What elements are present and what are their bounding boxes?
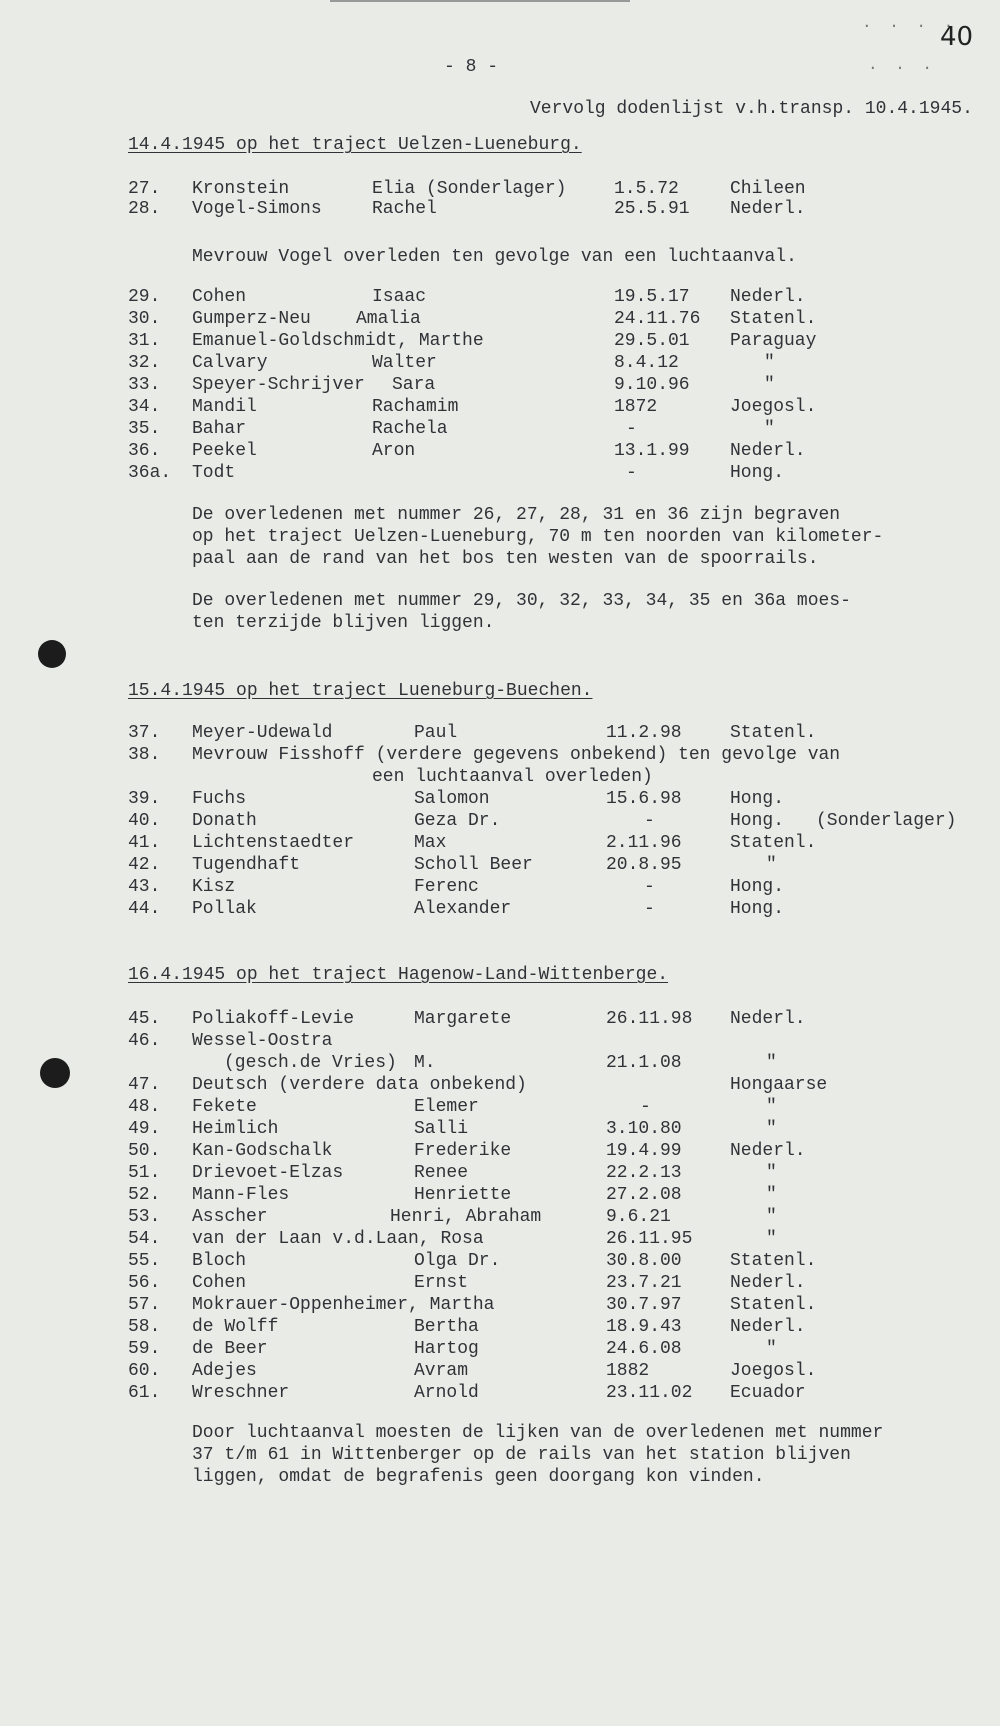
margin-dots: . . . . (862, 14, 958, 32)
left-behind-note: De overledenen met nummer 29, 30, 32, 33, 34, 35 en 36a moes- ten terzijde blijven liggen. (192, 591, 851, 633)
nationality: Nederl. (730, 1009, 806, 1029)
nationality: " (766, 1097, 777, 1117)
margin-dots-2: . . . (868, 56, 937, 74)
surname: Adejes (192, 1361, 257, 1381)
birth-date: 23.11.02 (606, 1383, 693, 1403)
birth-date: 9.10.96 (614, 375, 690, 395)
nationality: Hongaarse (730, 1075, 828, 1095)
first-name: Amalia (356, 309, 421, 329)
nationality: Chileen (730, 179, 806, 199)
birth-date: - (626, 463, 637, 483)
first-name: Ferenc (414, 877, 479, 897)
entry-number: 45. (128, 1009, 161, 1029)
birth-date: 25.5.91 (614, 199, 690, 219)
birth-date: 30.8.00 (606, 1251, 682, 1271)
first-name: Rachel (372, 199, 437, 219)
surname: Mann-Fles (192, 1185, 290, 1205)
surname: Peekel (192, 441, 257, 461)
birth-date: - (626, 419, 637, 439)
entry-number: 39. (128, 789, 161, 809)
first-name: Elia (Sonderlager) (372, 179, 567, 199)
nationality: " (764, 419, 775, 439)
birth-date: 11.2.98 (606, 723, 682, 743)
entry-number: 49. (128, 1119, 161, 1139)
surname: Gumperz-Neu (192, 309, 311, 329)
first-name: M. (414, 1053, 436, 1073)
birth-date: 29.5.01 (614, 331, 690, 351)
first-name: Sara (392, 375, 436, 395)
first-name: Scholl Beer (414, 855, 533, 875)
entry-number: 41. (128, 833, 161, 853)
birth-date: 27.2.08 (606, 1185, 682, 1205)
nationality: " (766, 1229, 777, 1249)
surname: Cohen (192, 1273, 247, 1293)
surname: Todt (192, 463, 236, 483)
entry-number: 36a. (128, 463, 172, 483)
surname: Bloch (192, 1251, 247, 1271)
entry-number: 27. (128, 179, 161, 199)
nationality: Ecuador (730, 1383, 806, 1403)
nationality: Statenl. (730, 833, 817, 853)
surname: Kan-Godschalk (192, 1141, 333, 1161)
surname: van der Laan v.d.Laan, Rosa (192, 1229, 484, 1249)
first-name: Margarete (414, 1009, 512, 1029)
first-name: Olga Dr. (414, 1251, 501, 1271)
birth-date: 2.11.96 (606, 833, 682, 853)
entry-number: 55. (128, 1251, 161, 1271)
birth-date: 8.4.12 (614, 353, 679, 373)
surname: Heimlich (192, 1119, 279, 1139)
surname-note: (gesch.de Vries) (224, 1053, 397, 1073)
entry-number: 30. (128, 309, 161, 329)
entry-number: 54. (128, 1229, 161, 1249)
nationality: Joegosl. (730, 1361, 817, 1381)
entry-text: Mevrouw Fisshoff (verdere gegevens onbekend) ten gevolge van (192, 745, 841, 765)
birth-date: 19.5.17 (614, 287, 690, 307)
surname: Deutsch (verdere data onbekend) (192, 1075, 527, 1095)
first-name: Salli (414, 1119, 469, 1139)
first-name: Salomon (414, 789, 490, 809)
first-name: Isaac (372, 287, 427, 307)
birth-date: - (644, 877, 655, 897)
entry-number: 32. (128, 353, 161, 373)
first-name: Arnold (414, 1383, 479, 1403)
first-name: Geza Dr. (414, 811, 501, 831)
punch-hole-top (38, 640, 66, 668)
entry-number: 48. (128, 1097, 161, 1117)
birth-date: 26.11.98 (606, 1009, 693, 1029)
entry-text-continued: een luchtaanval overleden) (372, 767, 653, 787)
surname: Donath (192, 811, 257, 831)
birth-date: 23.7.21 (606, 1273, 682, 1293)
first-name: Walter (372, 353, 437, 373)
birth-date: 15.6.98 (606, 789, 682, 809)
first-name: Henri, Abraham (390, 1207, 542, 1227)
surname: Fuchs (192, 789, 247, 809)
nationality: Statenl. (730, 723, 817, 743)
entry-number: 28. (128, 199, 161, 219)
birth-date: 13.1.99 (614, 441, 690, 461)
nationality: Statenl. (730, 1251, 817, 1271)
nationality: Nederl. (730, 441, 806, 461)
first-name: Max (414, 833, 447, 853)
section-title: 15.4.1945 op het traject Lueneburg-Buechen. (128, 681, 593, 701)
surname: de Beer (192, 1339, 268, 1359)
birth-date: 22.2.13 (606, 1163, 682, 1183)
entry-number: 31. (128, 331, 161, 351)
note-text: Mevrouw Vogel overleden ten gevolge van een luchtaanval. (192, 247, 797, 267)
birth-date: - (644, 811, 655, 831)
first-name: Rachela (372, 419, 448, 439)
birth-date: 26.11.95 (606, 1229, 693, 1249)
first-name: Alexander (414, 899, 512, 919)
nationality: " (766, 855, 777, 875)
entry-number: 56. (128, 1273, 161, 1293)
first-name: Hartog (414, 1339, 479, 1359)
nationality: Hong. (730, 789, 785, 809)
burial-note: De overledenen met nummer 26, 27, 28, 31 en 36 zijn begraven op het traject Uelzen-Lueneburg, 70 m ten noorden van kilometer- paal aan de rand van het bos ten westen van de spoorrails. (192, 505, 884, 569)
birth-date: 19.4.99 (606, 1141, 682, 1161)
entry-number: 52. (128, 1185, 161, 1205)
punch-hole-bottom (40, 1058, 70, 1088)
surname: Vogel-Simons (192, 199, 322, 219)
first-name: Aron (372, 441, 416, 461)
nationality: " (764, 353, 775, 373)
nationality: " (766, 1119, 777, 1139)
entry-number: 38. (128, 745, 161, 765)
nationality: " (766, 1163, 777, 1183)
birth-date: - (644, 899, 655, 919)
birth-date: 3.10.80 (606, 1119, 682, 1139)
first-name: Bertha (414, 1317, 479, 1337)
birth-date: 1872 (614, 397, 658, 417)
surname: Calvary (192, 353, 268, 373)
nationality: Nederl. (730, 1317, 806, 1337)
first-name: Rachamim (372, 397, 459, 417)
surname: Speyer-Schrijver (192, 375, 365, 395)
surname: Poliakoff-Levie (192, 1009, 355, 1029)
birth-date: 9.6.21 (606, 1207, 671, 1227)
entry-number: 35. (128, 419, 161, 439)
nationality: " (766, 1339, 777, 1359)
first-name: Ernst (414, 1273, 469, 1293)
birth-date: 30.7.97 (606, 1295, 682, 1315)
nationality: " (764, 375, 775, 395)
entry-number: 51. (128, 1163, 161, 1183)
section-title: 14.4.1945 op het traject Uelzen-Lueneburg. (128, 135, 582, 155)
entry-number: 37. (128, 723, 161, 743)
first-name: Henriette (414, 1185, 512, 1205)
entry-number: 42. (128, 855, 161, 875)
surname: Emanuel-Goldschmidt, Marthe (192, 331, 484, 351)
remark: (Sonderlager) (816, 811, 957, 831)
entry-number: 33. (128, 375, 161, 395)
nationality: Paraguay (730, 331, 817, 351)
entry-number: 34. (128, 397, 161, 417)
nationality: Nederl. (730, 1273, 806, 1293)
first-name: Paul (414, 723, 458, 743)
entry-number: 61. (128, 1383, 161, 1403)
entry-number: 60. (128, 1361, 161, 1381)
closing-note: Door luchtaanval moesten de lijken van de overledenen met nummer 37 t/m 61 in Wittenberger op de rails van het station blijven liggen, omdat de begrafenis geen doorgang kon vinden. (192, 1423, 884, 1487)
entry-number: 40. (128, 811, 161, 831)
surname: Lichtenstaedter (192, 833, 355, 853)
nationality: Hong. (730, 899, 785, 919)
entry-number: 58. (128, 1317, 161, 1337)
surname: Meyer-Udewald (192, 723, 333, 743)
entry-number: 47. (128, 1075, 161, 1095)
nationality: Nederl. (730, 1141, 806, 1161)
entry-number: 50. (128, 1141, 161, 1161)
birth-date: 24.6.08 (606, 1339, 682, 1359)
surname: Mandil (192, 397, 257, 417)
surname: Kronstein (192, 179, 290, 199)
first-name: Elemer (414, 1097, 479, 1117)
birth-date: 18.9.43 (606, 1317, 682, 1337)
entry-number: 46. (128, 1031, 161, 1051)
page-heading: Vervolg dodenlijst v.h.transp. 10.4.1945. (530, 99, 973, 119)
page-number: - 8 - (444, 57, 499, 77)
first-name: Avram (414, 1361, 469, 1381)
nationality: Hong. (730, 463, 785, 483)
entry-number: 53. (128, 1207, 161, 1227)
surname: Asscher (192, 1207, 268, 1227)
surname: Fekete (192, 1097, 257, 1117)
nationality: " (766, 1053, 777, 1073)
archive-number: 40 (940, 22, 974, 52)
nationality: Nederl. (730, 287, 806, 307)
top-edge-line (330, 0, 630, 2)
birth-date: 20.8.95 (606, 855, 682, 875)
entry-number: 44. (128, 899, 161, 919)
surname: Kisz (192, 877, 236, 897)
birth-date: 24.11.76 (614, 309, 701, 329)
nationality: Hong. (730, 811, 785, 831)
first-name: Renee (414, 1163, 469, 1183)
nationality: Nederl. (730, 199, 806, 219)
entry-number: 43. (128, 877, 161, 897)
surname: Tugendhaft (192, 855, 301, 875)
nationality: " (766, 1207, 777, 1227)
surname: de Wolff (192, 1317, 279, 1337)
birth-date: 21.1.08 (606, 1053, 682, 1073)
surname: Mokrauer-Oppenheimer, Martha (192, 1295, 495, 1315)
nationality: " (766, 1185, 777, 1205)
surname: Wessel-Oostra (192, 1031, 333, 1051)
nationality: Hong. (730, 877, 785, 897)
surname: Wreschner (192, 1383, 290, 1403)
entry-number: 29. (128, 287, 161, 307)
birth-date: - (640, 1097, 651, 1117)
surname: Bahar (192, 419, 247, 439)
birth-date: 1.5.72 (614, 179, 679, 199)
nationality: Statenl. (730, 309, 817, 329)
entry-number: 36. (128, 441, 161, 461)
surname: Drievoet-Elzas (192, 1163, 344, 1183)
entry-number: 57. (128, 1295, 161, 1315)
surname: Pollak (192, 899, 257, 919)
first-name: Frederike (414, 1141, 512, 1161)
birth-date: 1882 (606, 1361, 650, 1381)
surname: Cohen (192, 287, 247, 307)
section-title: 16.4.1945 op het traject Hagenow-Land-Wittenberge. (128, 965, 669, 985)
nationality: Statenl. (730, 1295, 817, 1315)
nationality: Joegosl. (730, 397, 817, 417)
entry-number: 59. (128, 1339, 161, 1359)
